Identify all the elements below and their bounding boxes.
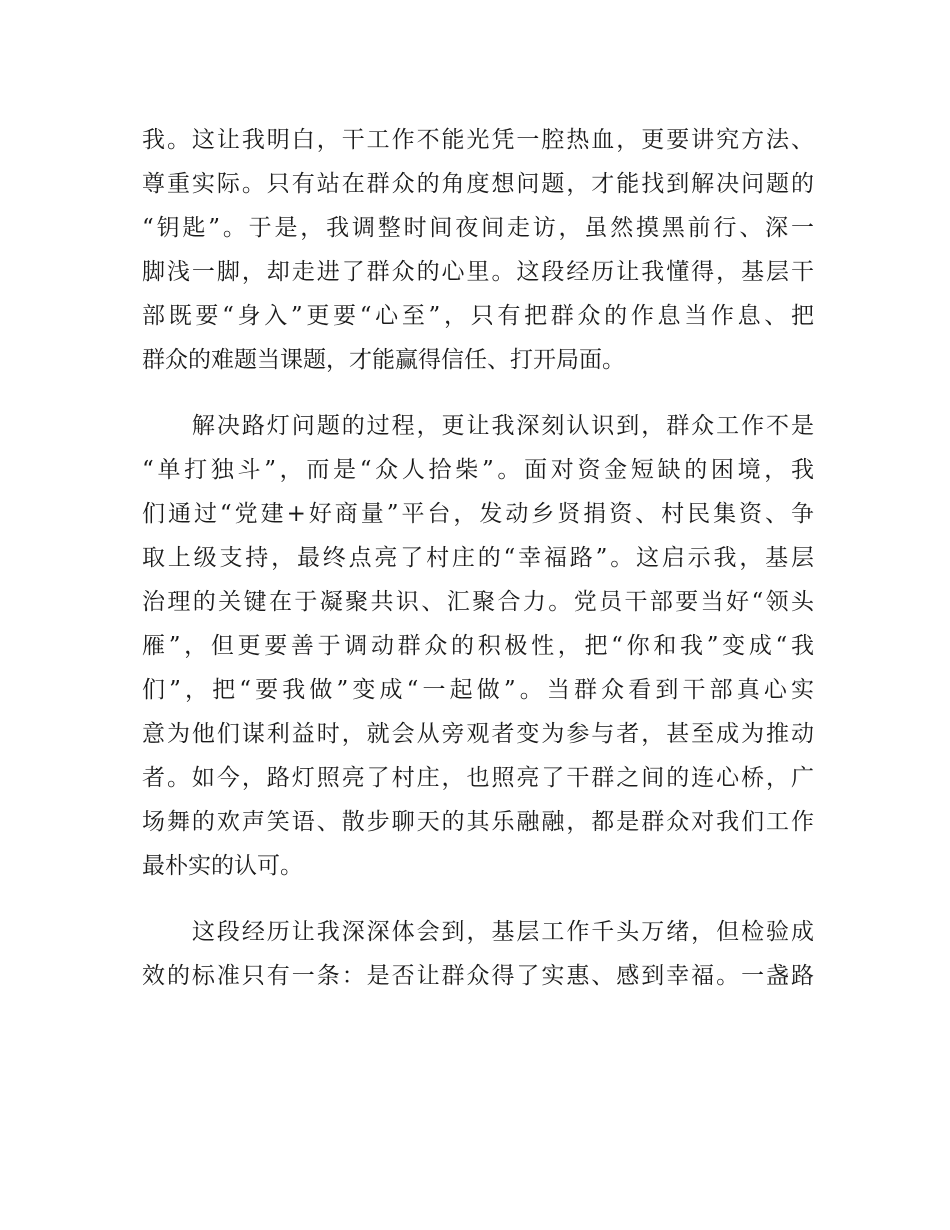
text-line: 这段经历让我深深体会到，基层工作千头万绪，但检验成 xyxy=(142,919,814,945)
text-line: “钥匙”。于是，我调整时间夜间走访，虽然摸黑前行、深一 xyxy=(142,215,814,241)
text-line: “单打独斗”，而是“众人拾柴”。面对资金短缺的困境，我 xyxy=(142,457,814,483)
text-line: 我。这让我明白，干工作不能光凭一腔热血，更要讲究方法、 xyxy=(142,127,814,153)
text-line: 场舞的欢声笑语、散步聊天的其乐融融，都是群众对我们工作 xyxy=(142,809,814,835)
paragraph-2 xyxy=(142,404,814,888)
text-line: 最朴实的认可。 xyxy=(142,853,303,879)
text-line: 者。如今，路灯照亮了村庄，也照亮了干群之间的连心桥，广 xyxy=(142,765,814,791)
paragraph-1 xyxy=(142,118,814,382)
text-line: 们通过“党建+好商量”平台，发动乡贤捐资、村民集资、争 xyxy=(142,501,814,527)
text-line: 部既要“身入”更要“心至”，只有把群众的作息当作息、把 xyxy=(142,303,814,329)
text-line: 意为他们谋利益时，就会从旁观者变为参与者，甚至成为推动 xyxy=(142,721,814,747)
text-line: 雁”，但更要善于调动群众的积极性，把“你和我”变成“我 xyxy=(142,633,814,659)
paragraph-3 xyxy=(142,910,814,998)
text-line: 们”，把“要我做”变成“一起做”。当群众看到干部真心实 xyxy=(142,677,814,703)
text-line: 取上级支持，最终点亮了村庄的“幸福路”。这启示我，基层 xyxy=(142,545,814,571)
text-line: 尊重实际。只有站在群众的角度想问题，才能找到解决问题的 xyxy=(142,171,814,197)
text-line: 解决路灯问题的过程，更让我深刻认识到，群众工作不是 xyxy=(142,413,814,439)
text-line: 脚浅一脚，却走进了群众的心里。这段经历让我懂得，基层干 xyxy=(142,259,814,285)
text-line: 效的标准只有一条：是否让群众得了实惠、感到幸福。一盏路 xyxy=(142,963,814,989)
text-line: 群众的难题当课题，才能赢得信任、打开局面。 xyxy=(142,347,625,373)
text-line: 治理的关键在于凝聚共识、汇聚合力。党员干部要当好“领头 xyxy=(142,589,814,615)
body-text xyxy=(142,118,814,998)
